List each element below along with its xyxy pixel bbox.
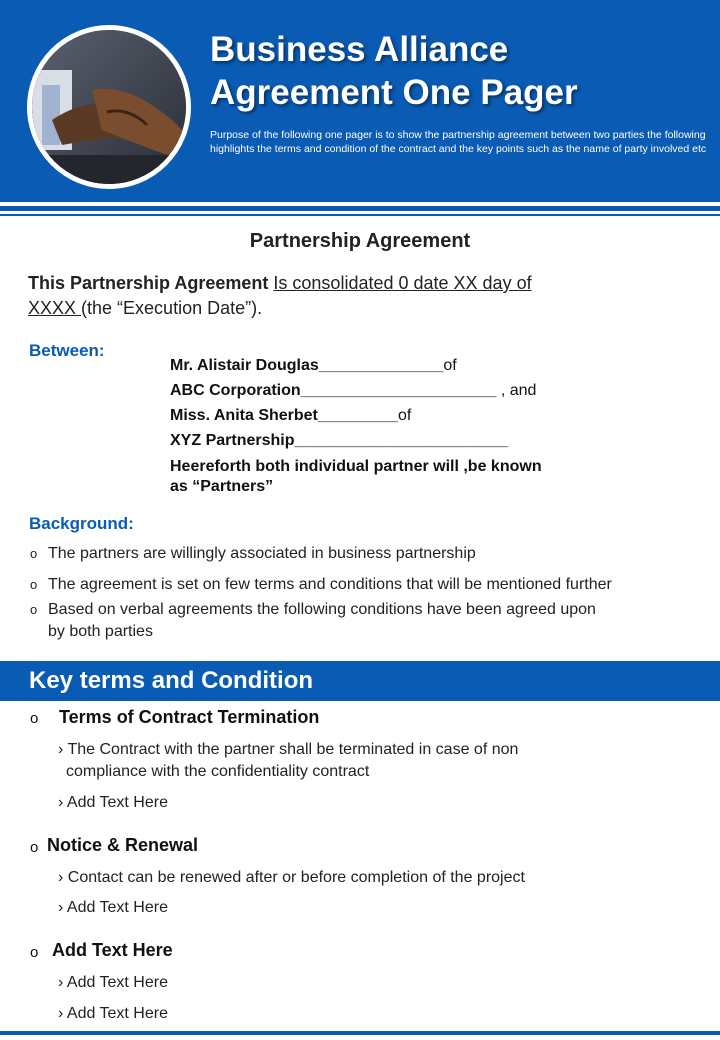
term-item <box>58 867 658 889</box>
party-line <box>170 356 640 376</box>
handshake-photo <box>27 25 191 189</box>
partners-known-text <box>170 457 640 497</box>
background-item <box>30 574 710 596</box>
bottom-divider <box>0 1031 720 1035</box>
header-banner <box>0 0 720 202</box>
known-line-1: Heereforth both individual partner will ,be known <box>170 458 542 475</box>
party-line <box>170 381 640 401</box>
party-tail: , and <box>496 382 537 399</box>
term-item-text: Add Text Here <box>66 794 168 811</box>
intro-bold: This Partnership Agreement <box>28 273 269 293</box>
intro-underlined-1: Is consolidated 0 date XX day of <box>273 273 532 293</box>
bullet-circle-icon: o <box>30 577 38 592</box>
background-text: Based on verbal agreements the following conditions have been agreed upon <box>48 601 596 618</box>
bullet-circle-icon: o <box>30 944 39 961</box>
term-item <box>58 1003 658 1025</box>
term-item <box>58 792 658 814</box>
chevron-right-icon: › <box>58 869 64 886</box>
term-item-text: Add Text Here <box>66 974 168 991</box>
term-item <box>58 897 658 919</box>
party-name: Mr. Alistair Douglas______________ <box>170 357 444 374</box>
term-item-text: Add Text Here <box>66 899 168 916</box>
section-heading: Partnership Agreement <box>249 230 471 252</box>
term-item-text: Add Text Here <box>66 1005 168 1022</box>
party-tail: of <box>443 357 457 374</box>
intro-underlined-2: XXXX <box>28 298 82 318</box>
key-terms-heading: Key terms and Condition <box>29 667 314 694</box>
bullet-circle-icon: o <box>30 602 38 617</box>
between-label: Between: <box>29 341 105 360</box>
term-title: Add Text Here <box>52 940 173 960</box>
party-line <box>170 431 640 451</box>
term-item <box>58 739 658 783</box>
background-item <box>30 543 710 565</box>
term-item-text-cont: compliance with the confidentiality contract <box>66 763 370 780</box>
background-label: Background: <box>29 514 134 533</box>
divider-thick <box>0 206 720 211</box>
term-title: Notice & Renewal <box>47 835 199 855</box>
background-text: The partners are willingly associated in business partnership <box>48 545 476 562</box>
chevron-right-icon: › <box>58 899 64 916</box>
page-title <box>210 28 700 114</box>
title-line-1: Business Alliance <box>210 30 509 69</box>
title-line-2: Agreement One Pager <box>210 73 578 112</box>
term-title: Terms of Contract Termination <box>59 707 320 727</box>
bullet-circle-icon: o <box>30 710 39 727</box>
party-name: XYZ Partnership________________________ <box>170 432 509 449</box>
party-name: Miss. Anita Sherbet_________ <box>170 407 398 424</box>
bullet-circle-icon: o <box>30 546 38 561</box>
background-text-cont: by both parties <box>48 623 153 640</box>
background-item <box>30 599 710 643</box>
chevron-right-icon: › <box>58 974 64 991</box>
chevron-right-icon: › <box>58 794 64 811</box>
party-line <box>170 406 640 426</box>
party-name: ABC Corporation______________________ <box>170 382 497 399</box>
chevron-right-icon: › <box>58 741 64 758</box>
chevron-right-icon: › <box>58 1005 64 1022</box>
background-text: The agreement is set on few terms and conditions that will be mentioned further <box>48 576 612 593</box>
page-subtitle: Purpose of the following one pager is to show the partnership agreement between two parties the following highlights the terms and condition of the contract and the key points such as the name of party involved etc <box>210 129 707 155</box>
term-item-text: Contact can be renewed after or before completion of the project <box>67 869 525 886</box>
known-line-2: as “Partners” <box>170 478 274 495</box>
agreement-intro <box>28 271 688 321</box>
term-item <box>58 972 658 994</box>
intro-tail: (the “Execution Date”). <box>81 298 263 318</box>
party-tail: of <box>397 407 412 424</box>
key-terms-band <box>0 661 720 701</box>
bullet-circle-icon: o <box>30 839 39 856</box>
divider-thin <box>0 214 720 216</box>
handshake-image <box>32 30 186 184</box>
term-item-text: The Contract with the partner shall be terminated in case of non <box>67 741 519 758</box>
